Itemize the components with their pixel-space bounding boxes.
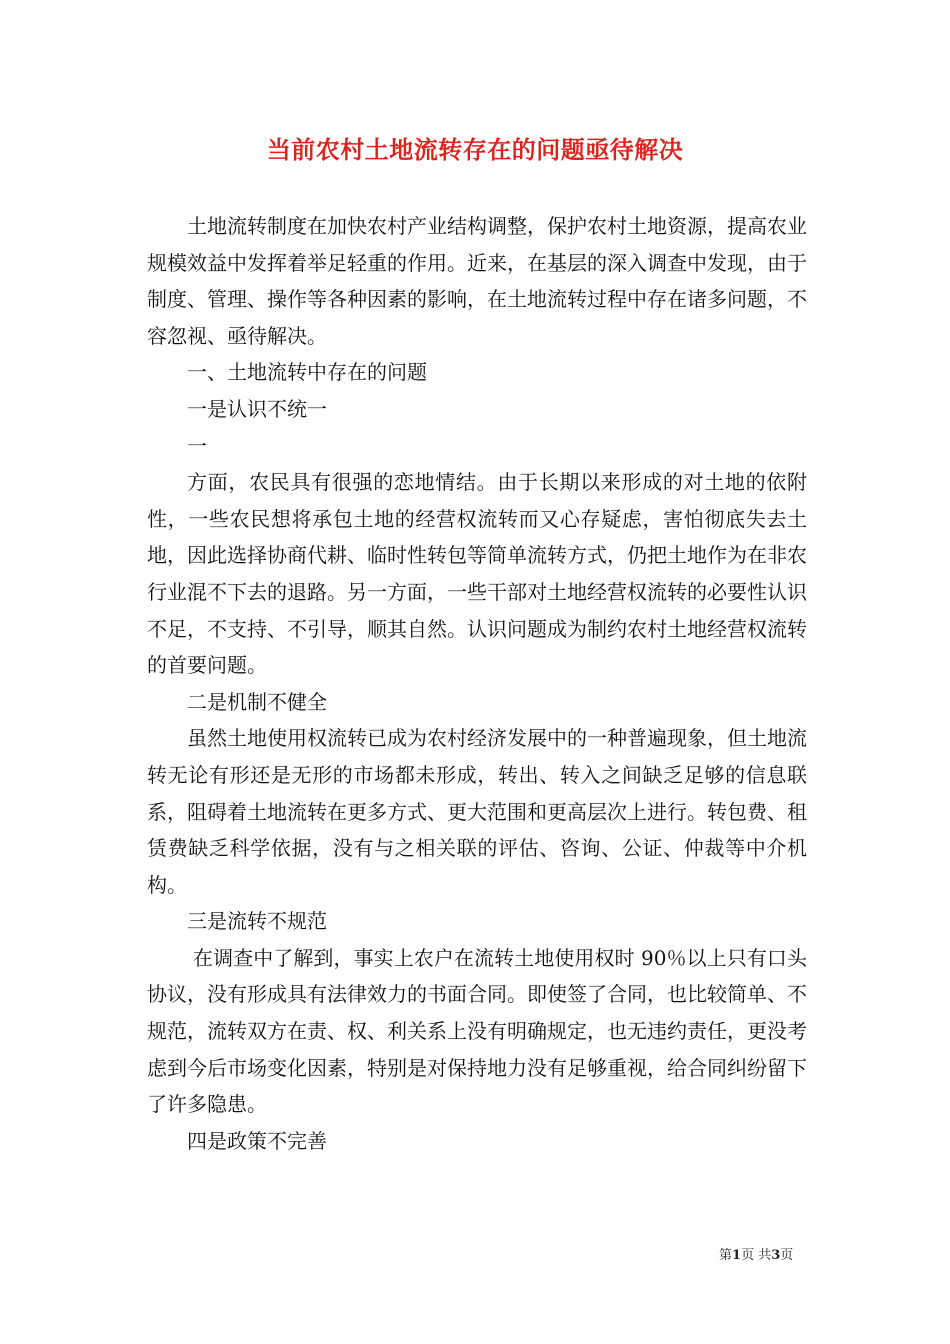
page-footer <box>719 1244 793 1263</box>
subheading-2: 二是机制不健全 <box>187 689 327 714</box>
paragraph-2: 虽然土地使用权流转已成为农村经济发展中的一种普遍现象，但土地流转无论有形还是无形的市场都未形成，转出、转入之间缺乏足够的信息联系，阻碍着土地流转在更多方式、更大范围和更高层次上进行。转包费、租赁费缺乏科学依据，没有与之相关联的评估、咨询、公证、仲裁等中介机构。 <box>147 726 807 897</box>
subheading-1: 一是认识不统一 <box>187 396 327 421</box>
subheading-4: 四是政策不完善 <box>187 1128 327 1153</box>
paragraph-3: 在调查中了解到，事实上农户在流转土地使用权时 90％以上只有口头协议，没有形成具有法律效力的书面合同。即使签了合同，也比较简单、不规范，流转双方在责、权、利关系上没有明确规定，也无违约责任，更没考虑到今后市场变化因素，特别是对保持地力没有足够重视，给合同纠纷留下了许多隐患。 <box>147 945 807 1117</box>
intro-paragraph: 土地流转制度在加快农村产业结构调整，保护农村土地资源，提高农业规模效益中发挥着举足轻重的作用。近来，在基层的深入调查中发现，由于制度、管理、操作等各种因素的影响，在土地流转过程中存在诸多问题，不容忽视、亟待解决。 <box>147 214 807 348</box>
footer-prefix: 第 <box>719 1248 733 1263</box>
subheading-3: 三是流转不规范 <box>187 909 327 934</box>
footer-mid: 页 共 <box>741 1248 772 1263</box>
footer-page-number: 1 <box>732 1248 742 1263</box>
document-body <box>147 208 807 1159</box>
footer-total-pages: 3 <box>771 1248 781 1263</box>
fragment-line: 一 <box>187 433 207 458</box>
paragraph-1: 方面，农民具有很强的恋地情结。由于长期以来形成的对土地的依附性，一些农民想将承包土地的经营权流转而又心存疑虑，害怕彻底失去土地，因此选择协商代耕、临时性转包等简单流转方式，仍把土地作为在非农行业混不下去的退路。另一方面，一些干部对土地经营权流转的必要性认识不足，不支持、不引导，顺其自然。认识问题成为制约农村土地经营权流转的首要问题。 <box>147 470 807 678</box>
footer-suffix: 页 <box>780 1248 794 1263</box>
section-heading: 一、土地流转中存在的问题 <box>187 360 427 385</box>
document-title: 当前农村土地流转存在的问题亟待解决 <box>266 135 684 164</box>
